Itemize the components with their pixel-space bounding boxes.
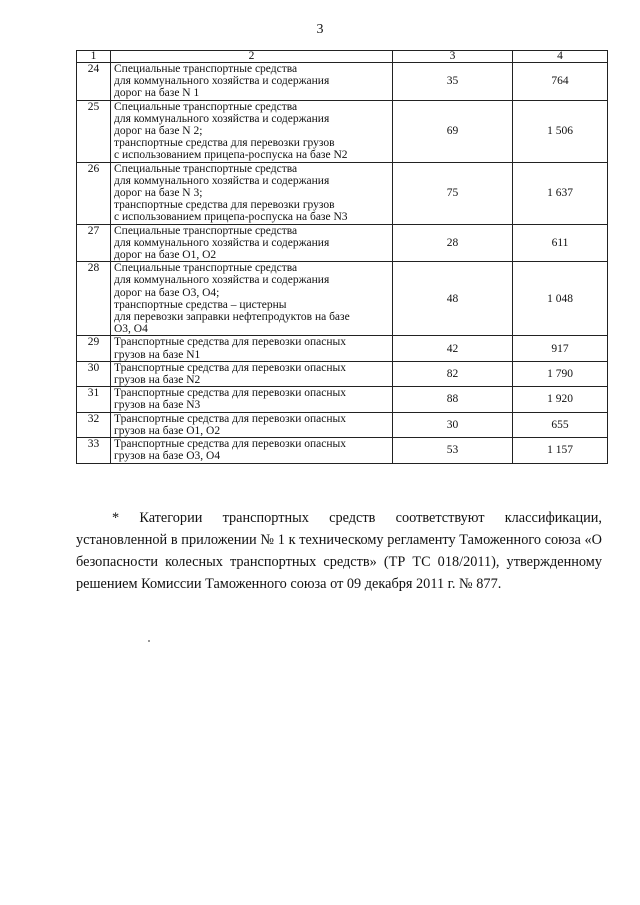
table-row bbox=[77, 224, 608, 262]
table-row bbox=[77, 162, 608, 224]
row-col4-value: 764 bbox=[513, 63, 608, 101]
description-line: дорог на базе О3, О4; bbox=[114, 286, 220, 299]
row-col3-value: 28 bbox=[393, 224, 513, 262]
header-col-1: 1 bbox=[77, 51, 111, 63]
row-number: 25 bbox=[77, 100, 111, 162]
row-number: 32 bbox=[77, 412, 111, 437]
table-header-row bbox=[77, 51, 608, 63]
description-line: Специальные транспортные средства bbox=[114, 63, 298, 75]
table-row bbox=[77, 262, 608, 336]
row-col4-value: 655 bbox=[513, 412, 608, 437]
vehicle-category-table bbox=[76, 50, 608, 464]
row-col3-value: 88 bbox=[393, 387, 513, 412]
description-line: дорог на базе N 2; bbox=[114, 125, 203, 138]
row-col3-value: 35 bbox=[393, 63, 513, 101]
row-col4-value: 1 790 bbox=[513, 361, 608, 386]
row-col4-value: 1 637 bbox=[513, 162, 608, 224]
description-line: для перевозки заправки нефтепродуктов на базе bbox=[114, 311, 350, 324]
row-col3-value: 48 bbox=[393, 262, 513, 336]
description-line: с использованием прицепа-роспуска на базе N3 bbox=[114, 211, 348, 224]
table-row bbox=[77, 412, 608, 437]
row-description bbox=[111, 387, 393, 412]
page-number: 3 bbox=[316, 22, 324, 37]
row-number: 30 bbox=[77, 361, 111, 386]
row-description bbox=[111, 361, 393, 386]
header-col-4: 4 bbox=[513, 51, 608, 63]
description-line: Специальные транспортные средства bbox=[114, 162, 298, 175]
row-col3-value: 75 bbox=[393, 162, 513, 224]
description-line: Специальные транспортные средства bbox=[114, 224, 298, 237]
row-col4-value: 611 bbox=[513, 224, 608, 262]
description-line: дорог на базе О1, О2 bbox=[114, 249, 217, 262]
description-line: с использованием прицепа-роспуска на базе N2 bbox=[114, 149, 348, 162]
description-line: грузов на базе О1, О2 bbox=[114, 424, 221, 437]
row-col3-value: 82 bbox=[393, 361, 513, 386]
description-line: Транспортные средства для перевозки опасных bbox=[114, 387, 347, 400]
description-line: Специальные транспортные средства bbox=[114, 262, 298, 275]
row-number: 29 bbox=[77, 336, 111, 361]
row-col4-value: 1 920 bbox=[513, 387, 608, 412]
row-col4-value: 1 506 bbox=[513, 100, 608, 162]
row-number: 27 bbox=[77, 224, 111, 262]
description-line: Транспортные средства для перевозки опасных bbox=[114, 336, 347, 349]
row-description bbox=[111, 224, 393, 262]
description-line: для коммунального хозяйства и содержания bbox=[114, 174, 330, 187]
description-line: для коммунального хозяйства и содержания bbox=[114, 112, 330, 125]
row-description bbox=[111, 438, 393, 463]
footnote-first-line: * Категории транспортных средств соответствуют классификации, bbox=[112, 510, 602, 526]
row-col4-value: 1 157 bbox=[513, 438, 608, 463]
row-description bbox=[111, 63, 393, 101]
description-line: О3, О4 bbox=[114, 323, 148, 336]
description-line: Специальные транспортные средства bbox=[114, 100, 298, 113]
description-line: для коммунального хозяйства и содержания bbox=[114, 274, 330, 287]
description-line: Транспортные средства для перевозки опасных bbox=[114, 361, 347, 374]
row-col3-value: 53 bbox=[393, 438, 513, 463]
table-row bbox=[77, 336, 608, 361]
row-col3-value: 42 bbox=[393, 336, 513, 361]
row-description bbox=[111, 336, 393, 361]
description-line: транспортные средства – цистерны bbox=[114, 298, 287, 311]
table-row bbox=[77, 387, 608, 412]
row-number: 33 bbox=[77, 438, 111, 463]
row-col3-value: 30 bbox=[393, 412, 513, 437]
description-line: Транспортные средства для перевозки опасных bbox=[114, 438, 347, 451]
row-description bbox=[111, 162, 393, 224]
footnote-text: установленной в приложении № 1 к техническому регламенту Таможенного союза «О безопасности колесных транспортных средств» (ТР ТС 018/2011), утвержденному решением Комиссии Таможенного союза от 09 декабря 2011 г. № 877. bbox=[76, 532, 602, 592]
description-line: дорог на базе N 1 bbox=[114, 87, 200, 100]
row-description bbox=[111, 412, 393, 437]
row-description bbox=[111, 262, 393, 336]
description-line: дорог на базе N 3; bbox=[114, 187, 203, 200]
scan-speck bbox=[148, 640, 150, 642]
description-line: для коммунального хозяйства и содержания bbox=[114, 75, 330, 88]
row-number: 31 bbox=[77, 387, 111, 412]
description-line: для коммунального хозяйства и содержания bbox=[114, 236, 330, 249]
table-row bbox=[77, 438, 608, 463]
row-col4-value: 917 bbox=[513, 336, 608, 361]
footnote bbox=[76, 507, 602, 595]
row-number: 28 bbox=[77, 262, 111, 336]
row-number: 24 bbox=[77, 63, 111, 101]
description-line: транспортные средства для перевозки грузов bbox=[114, 199, 335, 212]
row-col4-value: 1 048 bbox=[513, 262, 608, 336]
description-line: грузов на базе N3 bbox=[114, 399, 201, 412]
table-row bbox=[77, 63, 608, 101]
description-line: грузов на базе N2 bbox=[114, 374, 201, 387]
header-col-3: 3 bbox=[393, 51, 513, 63]
description-line: транспортные средства для перевозки грузов bbox=[114, 137, 335, 150]
header-col-2: 2 bbox=[111, 51, 393, 63]
table-row bbox=[77, 100, 608, 162]
description-line: грузов на базе О3, О4 bbox=[114, 450, 221, 463]
table-row bbox=[77, 361, 608, 386]
row-number: 26 bbox=[77, 162, 111, 224]
row-description bbox=[111, 100, 393, 162]
description-line: грузов на базе N1 bbox=[114, 348, 201, 361]
row-col3-value: 69 bbox=[393, 100, 513, 162]
description-line: Транспортные средства для перевозки опасных bbox=[114, 412, 347, 425]
